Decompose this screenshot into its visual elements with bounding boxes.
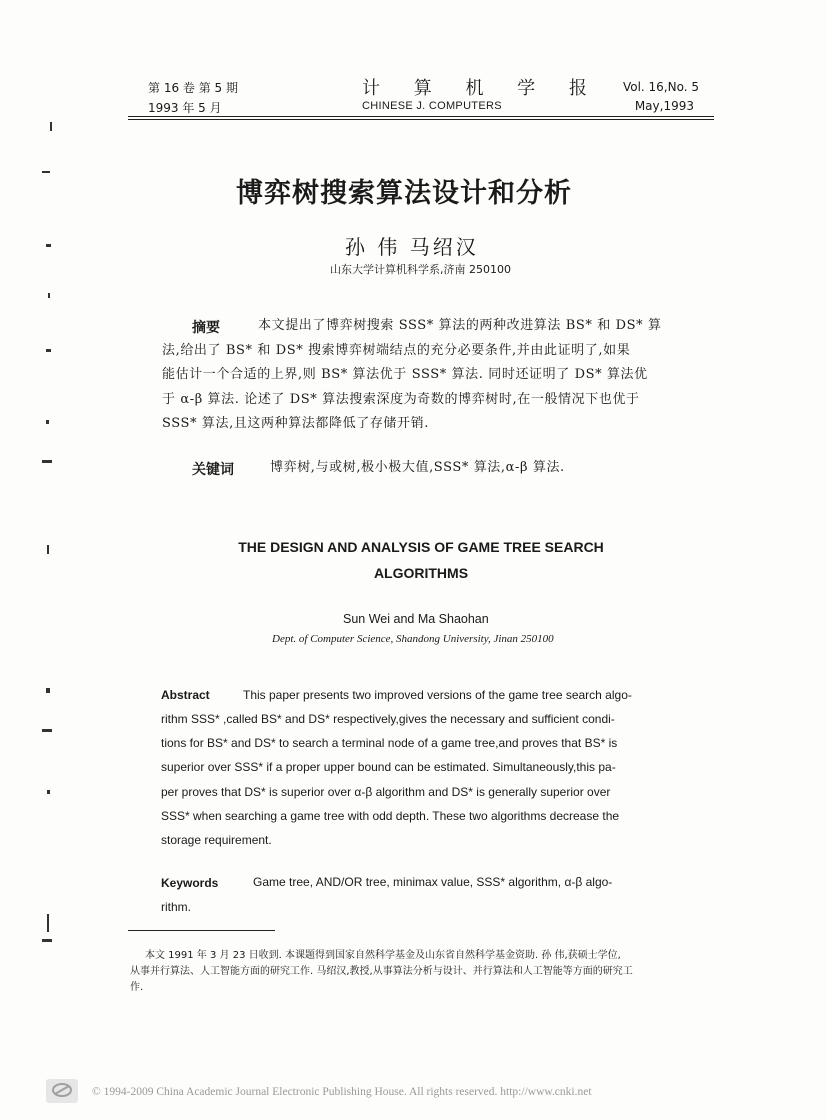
scan-mark	[42, 939, 52, 942]
scan-mark	[48, 293, 50, 298]
cnki-logo	[46, 1079, 78, 1103]
abstract-en-line: storage requirement.	[161, 833, 272, 847]
scan-mark	[42, 171, 50, 173]
keywords-en-label: Keywords	[161, 876, 219, 890]
scan-mark	[42, 460, 52, 463]
abstract-cn-line: SSS* 算法,且这两种算法都降低了存储开销.	[162, 416, 429, 431]
abstract-cn-label: 摘要	[192, 320, 220, 336]
scan-mark	[46, 688, 50, 693]
paper-title-en-line1: THE DESIGN AND ANALYSIS OF GAME TREE SEARCH	[238, 539, 604, 555]
paper-title-cn: 博弈树搜索算法设计和分析	[236, 178, 572, 209]
abstract-cn-line: 本文提出了博弈树搜索 SSS* 算法的两种改进算法 BS* 和 DS* 算	[258, 318, 662, 333]
scan-mark	[50, 122, 52, 131]
footnote-line: 从事并行算法、人工智能方面的研究工作. 马绍汉,教授,从事算法分析与设计、并行算法和人工智能等方面的研究工	[130, 966, 633, 977]
scan-mark	[47, 790, 50, 794]
abstract-cn-line: 于 α-β 算法. 论述了 DS* 算法搜索深度为奇数的博弈树时,在一般情况下也优于	[162, 392, 640, 407]
journal-name-cn: 计 算 机 学 报	[362, 78, 601, 99]
volume-issue-cn: 第 16 卷 第 5 期	[148, 81, 238, 95]
footnote-rule	[128, 930, 275, 931]
abstract-en-line: SSS* when searching a game tree with odd depth. These two algorithms decrease the	[161, 809, 620, 823]
keywords-cn-label: 关键词	[192, 462, 234, 478]
abstract-en-line: rithm SSS* ,called BS* and DS* respectively,gives the necessary and sufficient condi-	[161, 712, 615, 726]
keywords-en-line: rithm.	[161, 900, 191, 914]
header-rule-top	[128, 116, 714, 117]
scan-mark	[46, 420, 49, 424]
scan-mark	[46, 349, 51, 352]
scan-mark	[47, 914, 49, 932]
authors-cn: 孙 伟 马绍汉	[345, 235, 479, 259]
copyright-notice: © 1994-2009 China Academic Journal Electronic Publishing House. All rights reserved. http://www.cnki.net	[92, 1086, 592, 1098]
header-rule-bottom	[128, 119, 714, 120]
abstract-en-line: superior over SSS* if a proper upper bound can be estimated. Simultaneously,this pa-	[161, 760, 616, 774]
footnote-line: 本文 1991 年 3 月 23 日收到. 本课题得到国家自然科学基金及山东省自然科学基金资助. 孙 伟,获硕士学位,	[145, 950, 621, 961]
abstract-cn-line: 能估计一个合适的上界,则 BS* 算法优于 SSS* 算法. 同时还证明了 DS* 算法优	[162, 367, 648, 382]
abstract-en-line: This paper presents two improved versions of the game tree search algo-	[243, 688, 632, 702]
abstract-en-label: Abstract	[161, 688, 210, 702]
keywords-en-line: Game tree, AND/OR tree, minimax value, SSS* algorithm, α-β algo-	[253, 875, 613, 889]
paper-title-en-line2: ALGORITHMS	[373, 565, 469, 581]
cnki-logo-icon	[46, 1079, 78, 1103]
date-cn: 1993 年 5 月	[148, 101, 222, 115]
footnote-line: 作.	[130, 982, 144, 993]
scan-mark	[46, 244, 51, 247]
abstract-en-line: tions for BS* and DS* to search a terminal node of a game tree,and proves that BS* is	[161, 736, 618, 750]
volume-issue-en: Vol. 16,No. 5	[622, 80, 699, 94]
scan-mark	[42, 729, 52, 732]
abstract-en-line: per proves that DS* is superior over α-β algorithm and DS* is generally superior over	[161, 785, 611, 799]
affiliation-cn: 山东大学计算机科学系,济南 250100	[330, 263, 511, 276]
journal-name-en: CHINESE J. COMPUTERS	[362, 100, 502, 112]
affiliation-en: Dept. of Computer Science, Shandong University, Jinan 250100	[272, 633, 554, 645]
scan-mark	[47, 545, 49, 554]
date-en: May,1993	[634, 99, 694, 113]
keywords-cn-text: 博弈树,与或树,极小极大值,SSS* 算法,α-β 算法.	[270, 460, 565, 475]
abstract-cn-line: 法,给出了 BS* 和 DS* 搜索博弈树端结点的充分必要条件,并由此证明了,如果	[162, 343, 631, 358]
authors-en: Sun Wei and Ma Shaohan	[343, 612, 489, 626]
